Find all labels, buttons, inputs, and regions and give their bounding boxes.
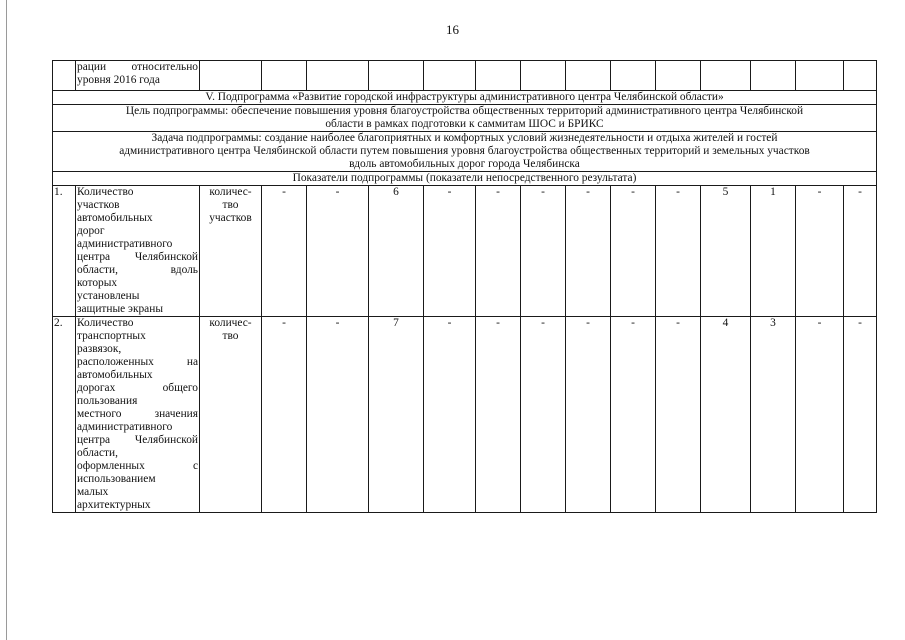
indicator-name: Количество участков автомобильных дорог административного центра Челябинской области, вдоль которых установлены защитные экраны xyxy=(77,186,198,315)
value-cell: - xyxy=(656,317,701,513)
value-cell: - xyxy=(424,186,476,317)
task-text: Задача подпрограммы: создание наиболее благоприятных и комфортных условий жизнедеятельности и отдыха жителей и гостей административного центра Челябинской области путем повышения уровня благоустройства общественных территорий и земельных участков вдоль автомобильных дорог города Челябинска xyxy=(53,132,877,172)
value-cell: 4 xyxy=(701,317,751,513)
value-cell: - xyxy=(796,186,844,317)
value-cell: - xyxy=(796,317,844,513)
row-number: 1. xyxy=(53,186,76,317)
value-cell: - xyxy=(611,317,656,513)
value-cell: - xyxy=(307,317,369,513)
value-cell: 5 xyxy=(701,186,751,317)
table-row xyxy=(53,317,877,513)
value-cell: - xyxy=(476,186,521,317)
row-number: 2. xyxy=(53,317,76,513)
value-cell: - xyxy=(424,317,476,513)
unit-of-measure: количес- тво xyxy=(200,317,262,513)
goal-text: Цель подпрограммы: обеспечение повышения уровня благоустройства общественных территорий административного центра Челябинской области в рамках подготовки к саммитам ШОС и БРИКС xyxy=(53,105,877,132)
value-cell: - xyxy=(521,317,566,513)
value-cell: - xyxy=(844,317,877,513)
task-row xyxy=(53,132,877,172)
value-cell: 3 xyxy=(751,317,796,513)
section-title-row xyxy=(53,91,877,105)
table-row xyxy=(53,186,877,317)
value-cell: 7 xyxy=(369,317,424,513)
indicators-table xyxy=(52,60,877,513)
page-left-edge xyxy=(6,0,7,640)
value-cell: - xyxy=(307,186,369,317)
value-cell: - xyxy=(566,186,611,317)
unit-of-measure: количес- тво участков xyxy=(200,186,262,317)
indicators-header-row xyxy=(53,172,877,186)
indicator-name: Количество транспортных развязок, расположенных на автомобильных дорогах общего пользования местного значения административного центра Челябинской области, оформленных с использованием малых архитектурных xyxy=(77,317,198,511)
value-cell: - xyxy=(476,317,521,513)
value-cell: 1 xyxy=(751,186,796,317)
value-cell: - xyxy=(262,317,307,513)
section-title: V. Подпрограмма «Развитие городской инфраструктуры административного центра Челябинской области» xyxy=(53,91,877,105)
value-cell: - xyxy=(521,186,566,317)
goal-row xyxy=(53,105,877,132)
value-cell: - xyxy=(656,186,701,317)
page-number: 16 xyxy=(446,22,459,37)
value-cell: - xyxy=(566,317,611,513)
value-cell: - xyxy=(611,186,656,317)
value-cell: 6 xyxy=(369,186,424,317)
value-cell: - xyxy=(262,186,307,317)
continuation-text: рации относительно уровня 2016 года xyxy=(76,61,200,91)
continuation-row xyxy=(53,61,877,91)
indicators-header: Показатели подпрограммы (показатели непосредственного результата) xyxy=(53,172,877,186)
value-cell: - xyxy=(844,186,877,317)
